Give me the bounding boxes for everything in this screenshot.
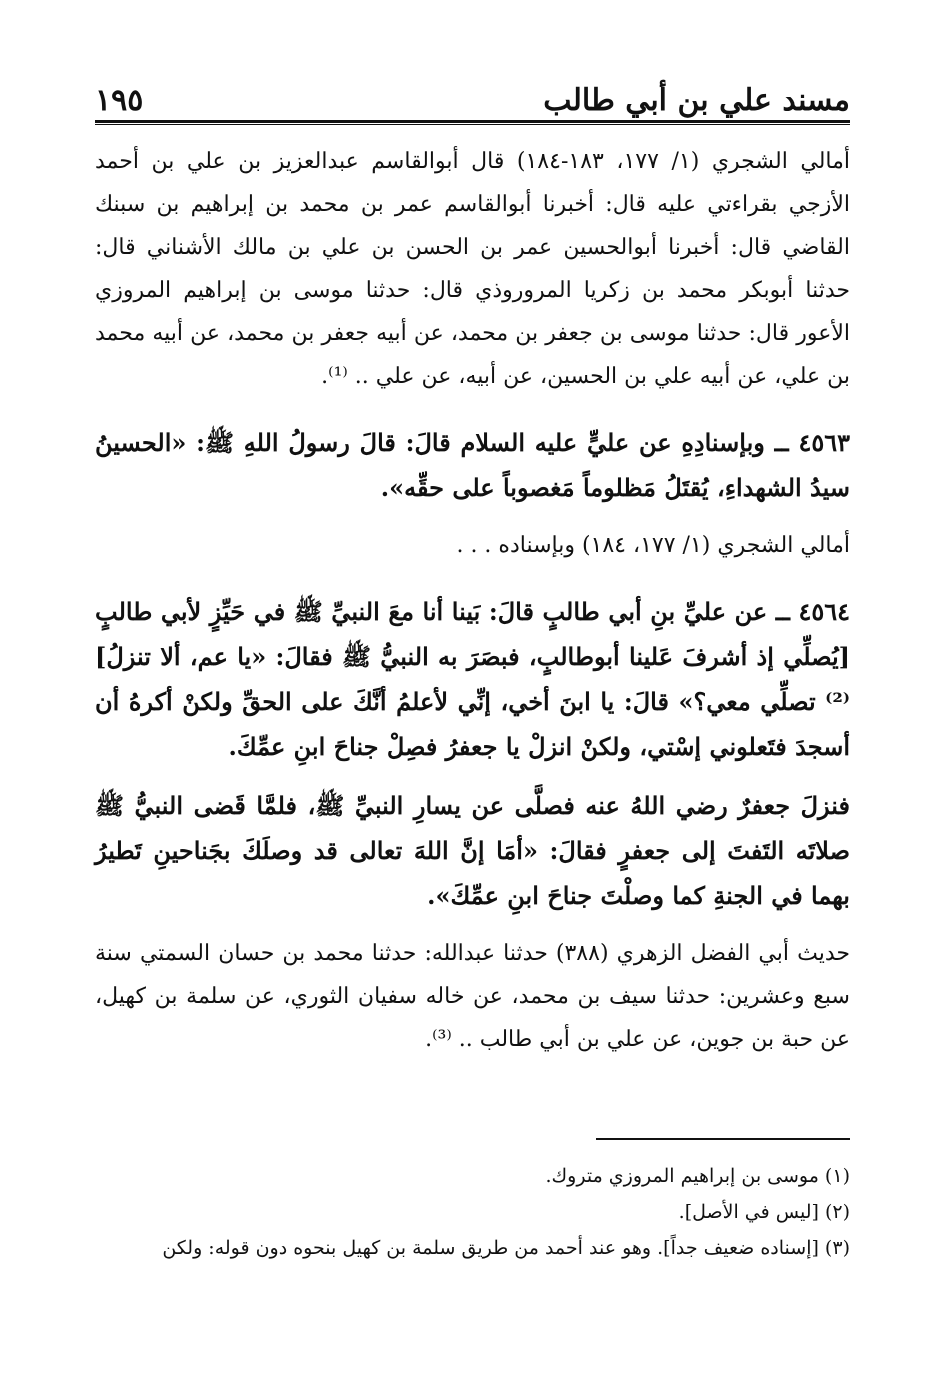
source-paragraph-3: حديث أبي الفضل الزهري (٣٨٨) حدثنا عبدالله: حدثنا محمد بن حسان السمتي سنة سبع وعشرين: حدثنا سيف بن محمد، عن خاله سفيان الثوري، عن سلمة بن كهيل، عن حبة بن جوين، عن علي بن أبي طالب .. ⁽³⁾. bbox=[95, 941, 850, 1052]
footnote-separator bbox=[596, 1138, 850, 1140]
paragraph-spacer bbox=[95, 769, 850, 783]
running-header bbox=[95, 72, 850, 122]
footnote-3: (٣) [إسناده ضعيف جداً]. وهو عند أحمد من طريق سلمة بن كهيل بنحوه دون قوله: ولكن bbox=[162, 1237, 850, 1259]
source-paragraph-1: أمالي الشجري (١/ ١٧٧، ١٨٣-١٨٤) قال أبوالقاسم عبدالعزيز بن علي بن أحمد الأزجي بقراءتي عليه قال: أخبرنا أبوالقاسم عمر بن محمد بن إبراهيم بن سبنك القاضي قال: أخبرنا أبوالحسين عمر بن الحسن بن علي بن مالك الأشناني قال: حدثنا أبوبكر محمد بن زكريا المروروذي قال: حدثنا موسى بن إبراهيم المروزي الأعور قال: حدثنا موسى بن جعفر بن محمد، عن أبيه جعفر بن محمد، عن أبيه محمد بن علي، عن أبيه علي بن الحسين، عن أبيه، عن علي .. ⁽¹⁾. bbox=[95, 149, 851, 389]
page-number: ١٩٥ bbox=[95, 83, 144, 118]
running-header-title: مسند علي بن أبي طالب bbox=[543, 83, 850, 118]
paragraph-spacer bbox=[95, 510, 850, 524]
source-paragraph-2: أمالي الشجري (١/ ١٧٧، ١٨٤) وبإسناده . . . bbox=[456, 533, 850, 558]
footnote-2: (٢) [ليس في الأصل]. bbox=[678, 1201, 850, 1223]
hadith-4563: ٤٥٦٣ ــ وبإسنادِهِ عن عليٍّ عليه السلام قالَ: قالَ رسولُ اللهِ ﷺ: «الحسينُ سيدُ الشهداءِ، يُقتَلُ مَظلوماً مَغصوباً على حقِّه». bbox=[95, 428, 850, 502]
header-rule bbox=[95, 120, 850, 125]
hadith-4564-continued: فنزلَ جعفرٌ رضي اللهُ عنه فصلَّى عن يسارِ النبيِّ ﷺ، فلمَّا قَضى النبيُّ ﷺ صلاتَه التَفتَ إلى جعفرٍ فقالَ: «أمَا إنَّ اللهَ تعالى قد وصلَكَ بجَناحينِ تَطيرُ بهما في الجنةِ كما وصلْتَ جناحَ ابنِ عمِّكَ». bbox=[95, 791, 850, 910]
paragraph-spacer bbox=[95, 398, 850, 420]
paragraph-spacer bbox=[95, 567, 850, 589]
main-text bbox=[95, 140, 850, 1061]
footnotes bbox=[95, 1158, 850, 1266]
paragraph-spacer bbox=[95, 918, 850, 932]
hadith-4564: ٤٥٦٤ ــ عن عليِّ بنِ أبي طالبٍ قالَ: بَينا أنا معَ النبيِّ ﷺ في حَيِّزٍ لأبي طالبٍ [يُصلِّي إذ أشرفَ عَلينا أبوطالبٍ، فبصَرَ به النبيُّ ﷺ فقالَ: «يا عم، ألا تنزلُ]⁽²⁾ تصلِّي معي؟» قالَ: يا ابنَ أخي، إنِّي لأعلمُ أنَّكَ على الحقِّ ولكنْ أكرهُ أن أسجدَ فتَعلوني إسْتي، ولكنْ انزلْ يا جعفرُ فصِلْ جناحَ ابنِ عمِّكَ. bbox=[95, 597, 850, 761]
footnote-1: (١) موسى بن إبراهيم المروزي متروك. bbox=[545, 1165, 850, 1187]
